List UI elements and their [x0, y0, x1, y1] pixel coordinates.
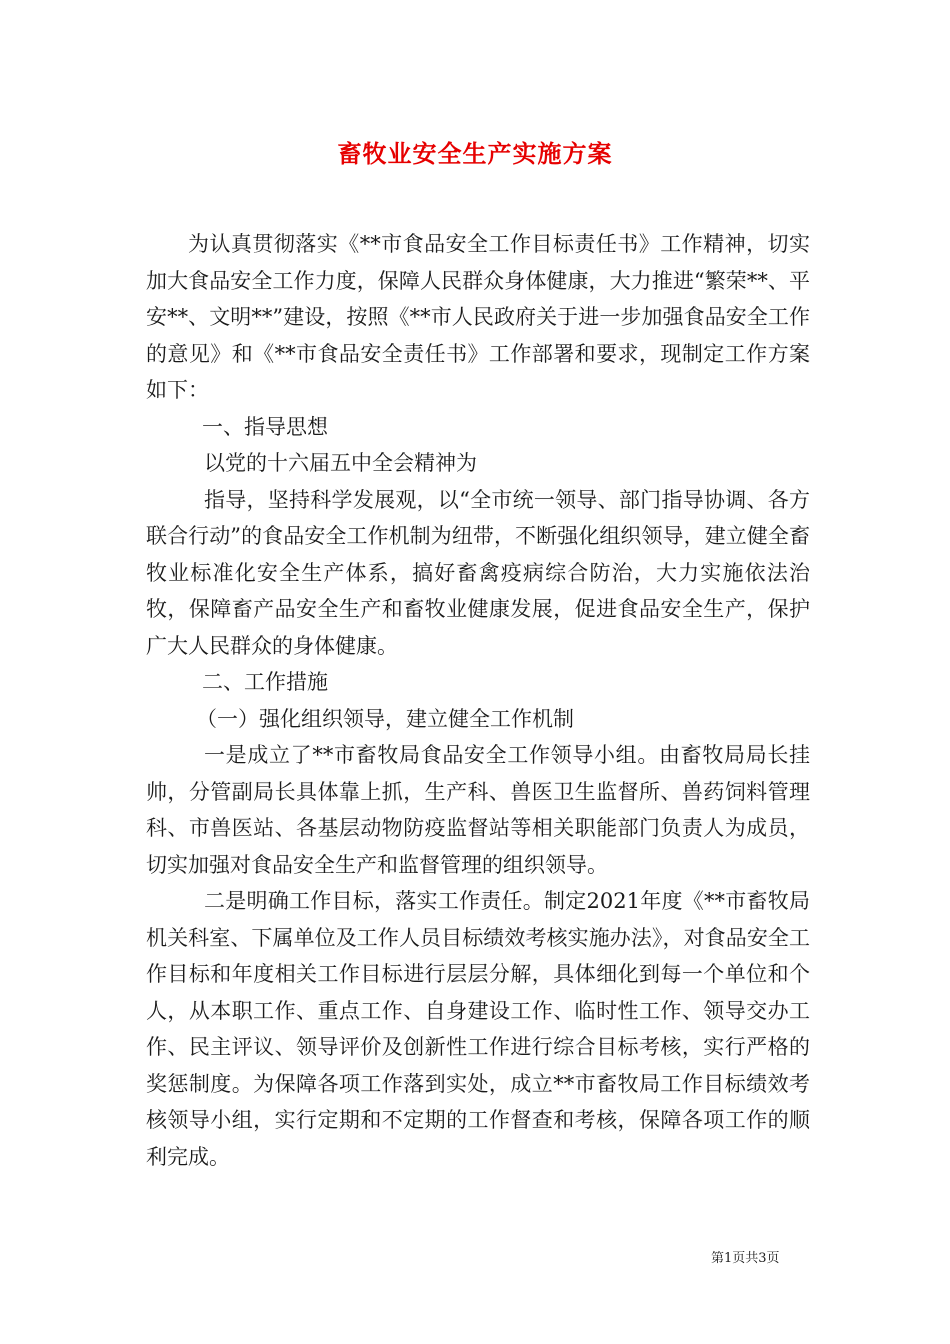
document-title: 畜牧业安全生产实施方案 — [337, 139, 613, 168]
guiding-ideology-lead-line: 以党的十六届五中全会精神为 — [204, 451, 477, 475]
measure-one-paragraph: 一是成立了**市畜牧局食品安全工作领导小组。由畜牧局局长挂帅，分管副局长具体靠上抓，生产科、兽医卫生监督所、兽药饲料管理科、市兽医站、各基层动物防疫监督站等相关职能部门负责人为成员，切实加强对食品安全生产和监督管理的组织领导。 — [146, 743, 810, 877]
intro-paragraph: 为认真贯彻落实《**市食品安全工作目标责任书》工作精神，切实加大食品安全工作力度，保障人民群众身体健康，大力推进“繁荣**、平安**、文明**”建设，按照《**市人民政府关于进一步加强食品安全工作的意见》和《**市食品安全责任书》工作部署和要求，现制定工作方案如下： — [146, 232, 810, 402]
subsection-heading-organization: （一）强化组织领导，建立健全工作机制 — [196, 706, 574, 731]
document-body — [146, 226, 810, 1175]
guiding-ideology-paragraph: 指导，坚持科学发展观，以“全市统一领导、部门指导协调、各方联合行动”的食品安全工作机制为纽带，不断强化组织领导，建立健全畜牧业标准化安全生产体系，搞好畜禽疫病综合防治，大力实施依法治牧，保障畜产品安全生产和畜牧业健康发展，促进食品安全生产，保护广大人民群众的身体健康。 — [146, 487, 810, 658]
measure-two-paragraph: 二是明确工作目标，落实工作责任。制定2021年度《**市畜牧局机关科室、下属单位及工作人员目标绩效考核实施办法》，对食品安全工作目标和年度相关工作目标进行层层分解，具体细化到每一个单位和个人，从本职工作、重点工作、自身建设工作、临时性工作、领导交办工作、民主评议、领导评价及创新性工作进行综合目标考核，实行严格的奖惩制度。为保障各项工作落到实处，成立**市畜牧局工作目标绩效考核领导小组，实行定期和不定期的工作督查和考核，保障各项工作的顺利完成。 — [146, 889, 810, 1169]
section-heading-guiding-ideology: 一、指导思想 — [202, 414, 328, 439]
section-heading-work-measures: 二、工作措施 — [202, 670, 328, 694]
page-number: 第1页共3页 — [711, 1251, 780, 1266]
